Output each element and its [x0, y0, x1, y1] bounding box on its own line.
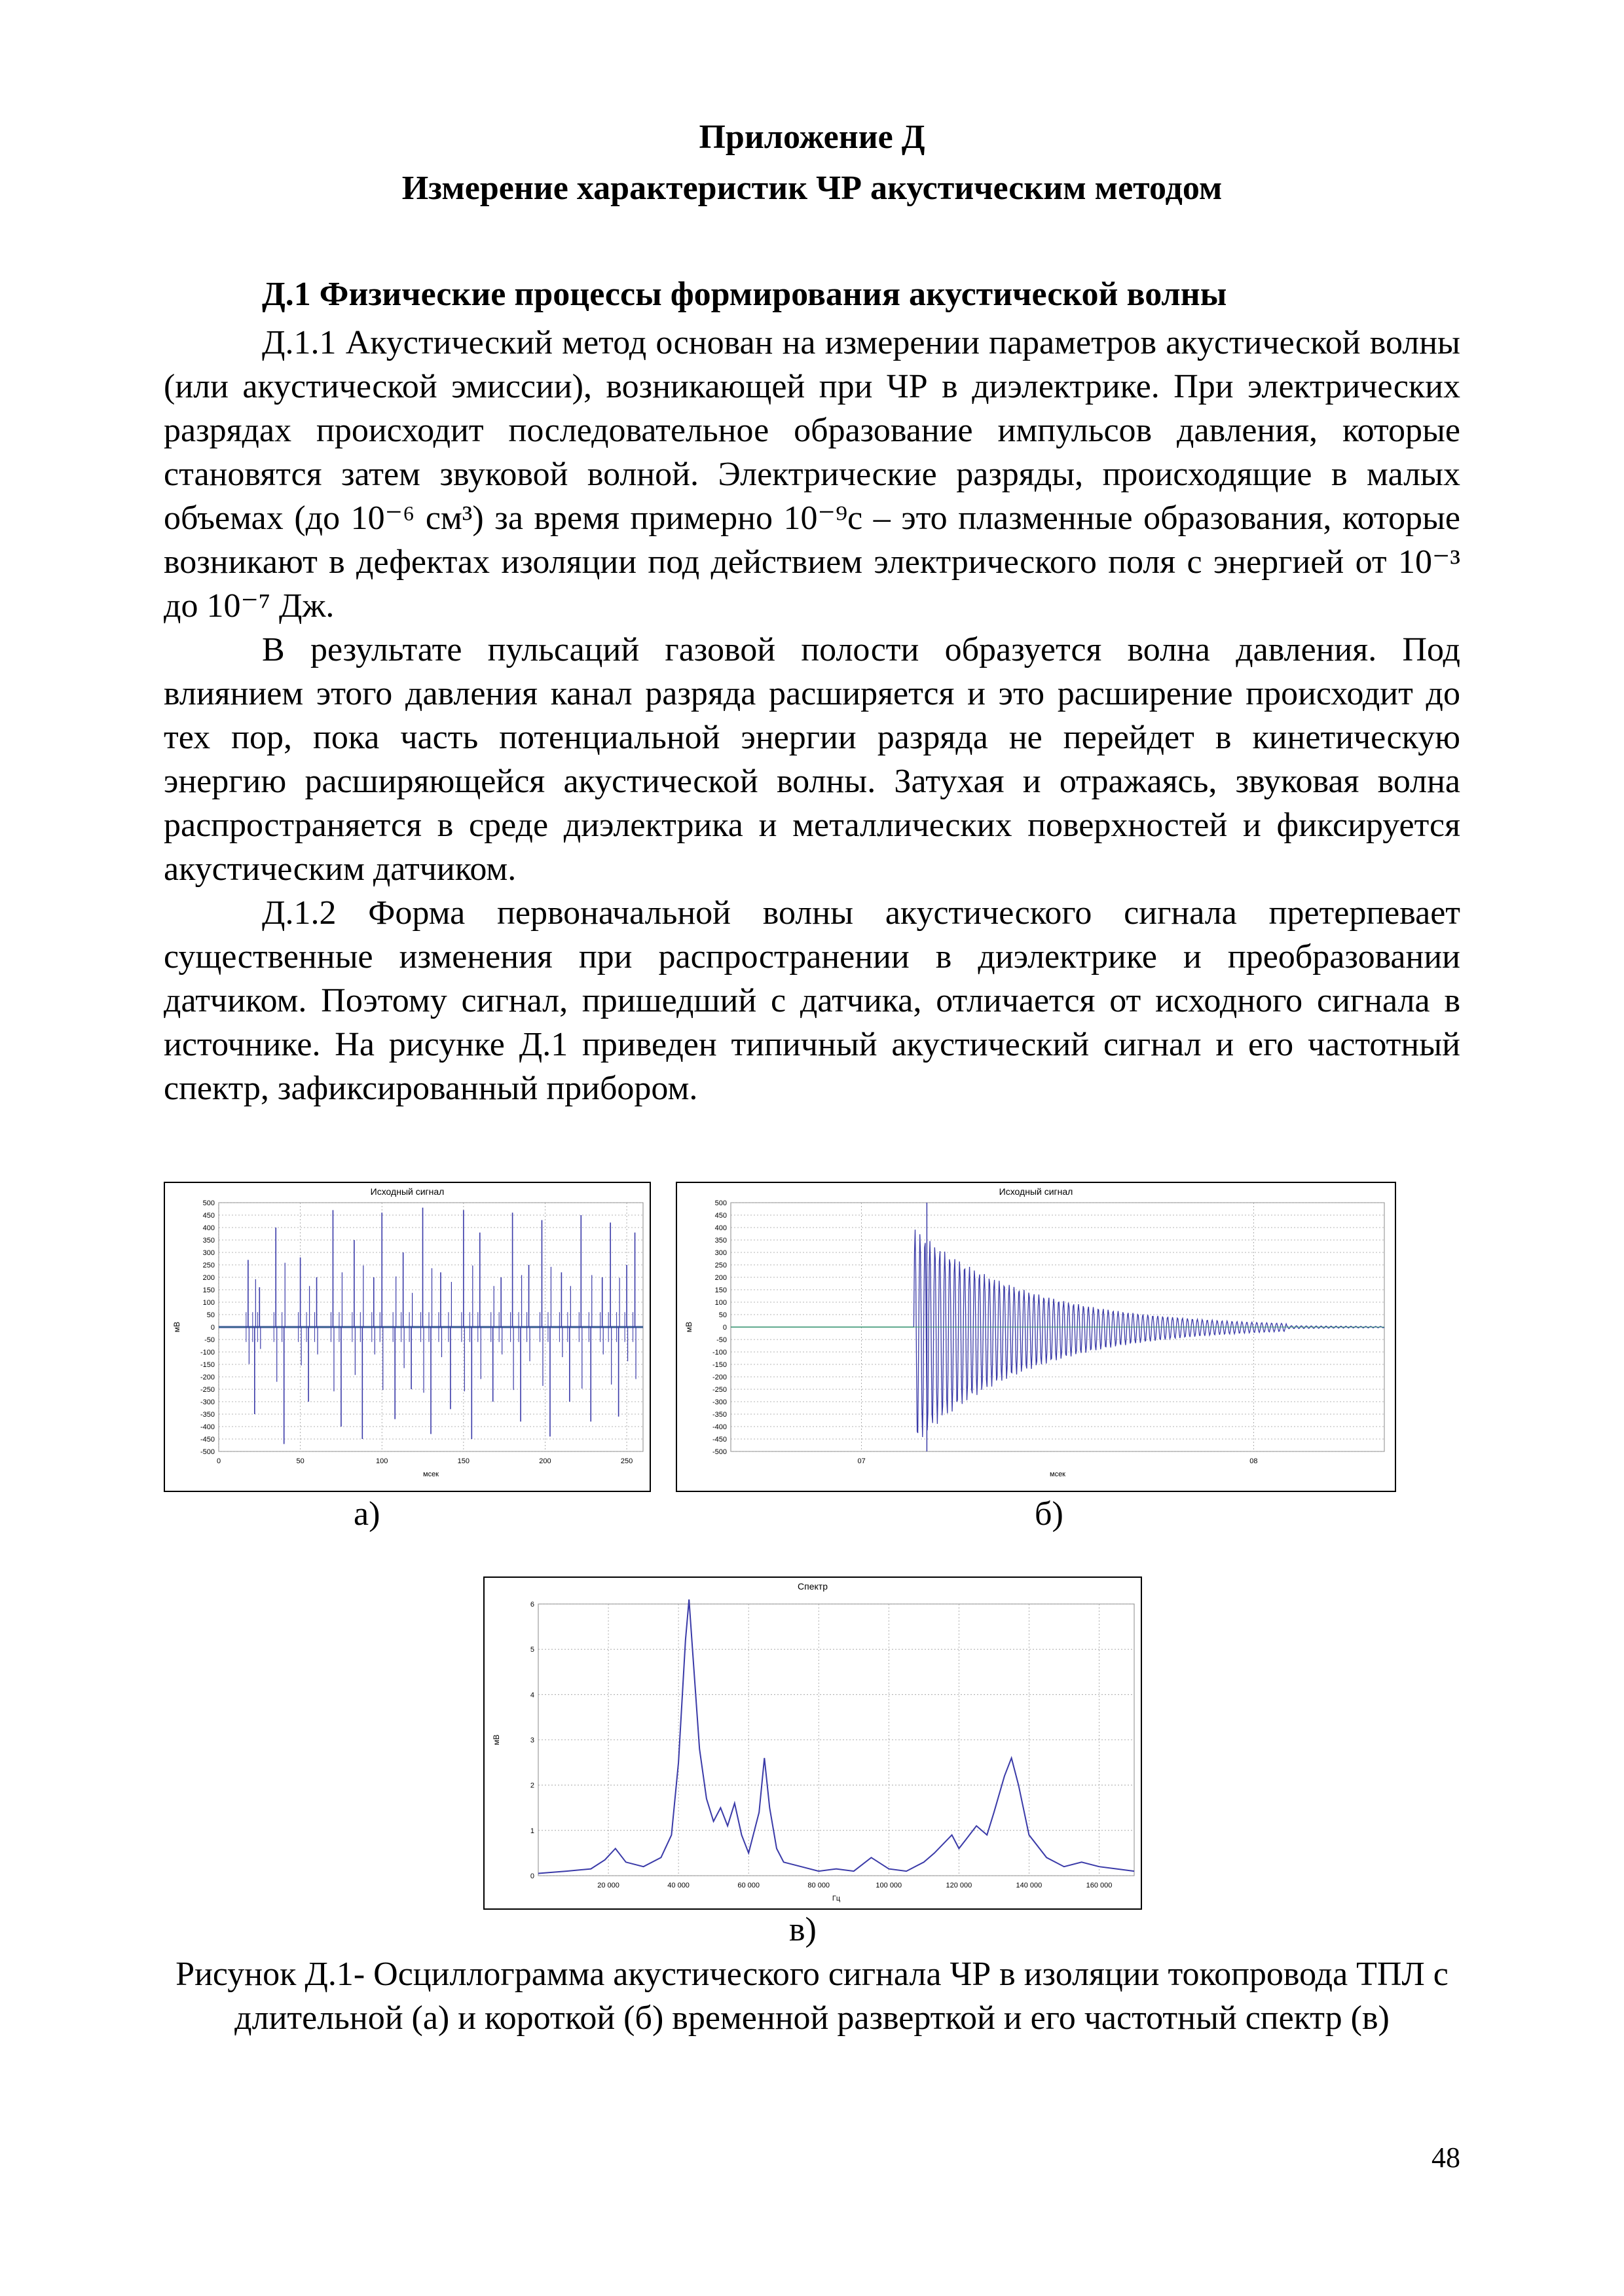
- chart-c-xtick: 120 000: [946, 1882, 972, 1889]
- chart-c-xtick: 40 000: [667, 1882, 690, 1889]
- chart-b-ytick: 0: [722, 1324, 727, 1332]
- chart-a-ytick: 200: [202, 1274, 215, 1282]
- figure-b-label: б): [1035, 1495, 1063, 1533]
- chart-a-xtick: 0: [216, 1457, 221, 1465]
- chart-a-ytick: 150: [202, 1286, 215, 1294]
- chart-a-ytick: 400: [202, 1224, 215, 1232]
- chart-b-ytick: 400: [714, 1224, 727, 1232]
- chart-a-xtick: 50: [296, 1457, 304, 1465]
- chart-b-ytick: -400: [712, 1423, 727, 1431]
- chart-a-ytick: -100: [200, 1349, 215, 1357]
- chart-a-ylabel: мВ: [172, 1321, 181, 1333]
- figure-c-spectrum: [483, 1576, 1142, 1910]
- chart-c-ytick: 4: [530, 1691, 534, 1700]
- chart-b-ytick: 450: [714, 1212, 727, 1220]
- chart-b-ytick: -300: [712, 1398, 727, 1406]
- chart-a-ytick: -500: [200, 1448, 215, 1456]
- chart-b-ytick: 200: [714, 1274, 727, 1282]
- chart-b-xtick: 07: [857, 1457, 866, 1465]
- chart-c-ytick: 5: [530, 1646, 534, 1654]
- chart-a-ytick: -200: [200, 1374, 215, 1381]
- appendix-subtitle: Измерение характеристик ЧР акустическим методом: [401, 170, 1223, 207]
- figure-caption: Рисунок Д.1- Осциллограмма акустического сигнала ЧР в изоляции токопровода ТПЛ с длительной (а) и короткой (б) временной разверткой и его частотный спектр (в): [175, 1956, 1449, 2037]
- chart-b-ytick: 150: [714, 1286, 727, 1294]
- chart-a-ytick: -250: [200, 1386, 215, 1394]
- chart-c-ytick: 0: [530, 1872, 534, 1880]
- chart-b-ytick: -200: [712, 1374, 727, 1381]
- chart-a-ytick: -450: [200, 1436, 215, 1444]
- page-number: 48: [1431, 2141, 1460, 2174]
- chart-c-ytick: 1: [530, 1827, 534, 1835]
- chart-c-xtick: 140 000: [1016, 1882, 1043, 1889]
- chart-a-xlabel: мсек: [423, 1470, 439, 1478]
- chart-a-ytick: 350: [202, 1237, 215, 1245]
- chart-b-ylabel: мВ: [684, 1321, 693, 1333]
- figure-a-long-sweep: [164, 1182, 651, 1492]
- chart-a-ytick: 100: [202, 1299, 215, 1307]
- paragraph-2: В результате пульсаций газовой полости образуется волна давления. Под влиянием этого давления канал разряда расширяется и это расширение происходит до тех пор, пока часть потенциальной энергии разряда не перейдет в кинетическую энергию расширяющейся акустической волны. Затухая и отражаясь, звуковая волна распространяется в среде диэлектрика и металлических поверхностей и фиксируется акустическим датчиком.: [164, 631, 1460, 888]
- chart-a-xtick: 200: [539, 1457, 551, 1465]
- chart-b-ytick: 50: [718, 1311, 727, 1319]
- chart-b-ytick: -100: [712, 1349, 727, 1357]
- chart-a-ytick: 50: [206, 1311, 215, 1319]
- chart-c-ytick: 2: [530, 1781, 534, 1790]
- chart-b-ytick: 350: [714, 1237, 727, 1245]
- chart-b-xtick: 08: [1249, 1457, 1258, 1465]
- chart-a-xtick: 250: [620, 1457, 633, 1465]
- chart-a-svg: [165, 1183, 650, 1491]
- chart-a-ytick: -350: [200, 1411, 215, 1419]
- section-title: Д.1 Физические процессы формирования акустической волны: [262, 276, 1227, 313]
- chart-a-xtick: 100: [376, 1457, 388, 1465]
- chart-a-ytick: 300: [202, 1249, 215, 1257]
- chart-c-xlabel: Гц: [832, 1895, 841, 1903]
- chart-a-ytick: 500: [202, 1199, 215, 1207]
- body-text: [164, 321, 1460, 1110]
- chart-a-ytick: 450: [202, 1212, 215, 1220]
- appendix-title: Приложение Д: [699, 118, 925, 156]
- figure-c-label: в): [789, 1911, 817, 1948]
- chart-a-ytick: -300: [200, 1398, 215, 1406]
- chart-b-ytick: 500: [714, 1199, 727, 1207]
- chart-a-ytick: -150: [200, 1361, 215, 1369]
- paragraph-1: Д.1.1 Акустический метод основан на измерении параметров акустической волны (или акустической эмиссии), возникающей при ЧР в диэлектрике. При электрических разрядах происходит последовательное образование импульсов давления, которые становятся затем звуковой волной. Электрические разряды, происходящие в малых объемах (до 10⁻⁶ см³) за время примерно 10⁻⁹с – это плазменные образования, которые возникают в дефектах изоляции под действием электрического поля с энергией от 10⁻³ до 10⁻⁷ Дж.: [164, 324, 1460, 625]
- chart-a-ytick: -50: [204, 1336, 215, 1344]
- chart-b-ytick: -50: [716, 1336, 727, 1344]
- figure-b-short-sweep: [676, 1182, 1396, 1492]
- chart-c-ytick: 6: [530, 1601, 534, 1609]
- chart-a-xtick: 150: [457, 1457, 470, 1465]
- chart-b-title: Исходный сигнал: [999, 1186, 1073, 1197]
- chart-c-xtick: 20 000: [597, 1882, 619, 1889]
- chart-c-xtick: 80 000: [807, 1882, 830, 1889]
- chart-c-svg: [485, 1578, 1141, 1908]
- chart-a-ytick: -400: [200, 1423, 215, 1431]
- chart-c-title: Спектр: [798, 1581, 828, 1592]
- chart-a-ytick: 250: [202, 1262, 215, 1269]
- chart-b-ytick: 100: [714, 1299, 727, 1307]
- chart-b-ytick: -500: [712, 1448, 727, 1456]
- paragraph-3: Д.1.2 Форма первоначальной волны акустического сигнала претерпевает существенные изменения при распространении в диэлектрике и преобразовании датчиком. Поэтому сигнал, пришедший с датчика, отличается от исходного сигнала в источнике. На рисунке Д.1 приведен типичный акустический сигнал и его частотный спектр, зафиксированный прибором.: [164, 894, 1460, 1107]
- chart-a-ytick: 0: [210, 1324, 215, 1332]
- chart-c-ytick: 3: [530, 1736, 534, 1745]
- chart-c-xtick: 60 000: [737, 1882, 760, 1889]
- chart-a-title: Исходный сигнал: [370, 1186, 445, 1197]
- chart-b-svg: [677, 1183, 1395, 1491]
- chart-b-ytick: 250: [714, 1262, 727, 1269]
- chart-b-ytick: -450: [712, 1436, 727, 1444]
- chart-b-ytick: -150: [712, 1361, 727, 1369]
- chart-c-xtick: 100 000: [876, 1882, 902, 1889]
- chart-b-ytick: -250: [712, 1386, 727, 1394]
- chart-c-xtick: 160 000: [1086, 1882, 1113, 1889]
- figure-a-label: а): [354, 1495, 380, 1533]
- chart-c-ylabel: мВ: [492, 1734, 501, 1745]
- chart-b-ytick: -350: [712, 1411, 727, 1419]
- chart-b-ytick: 300: [714, 1249, 727, 1257]
- chart-b-xlabel: мсек: [1050, 1470, 1065, 1478]
